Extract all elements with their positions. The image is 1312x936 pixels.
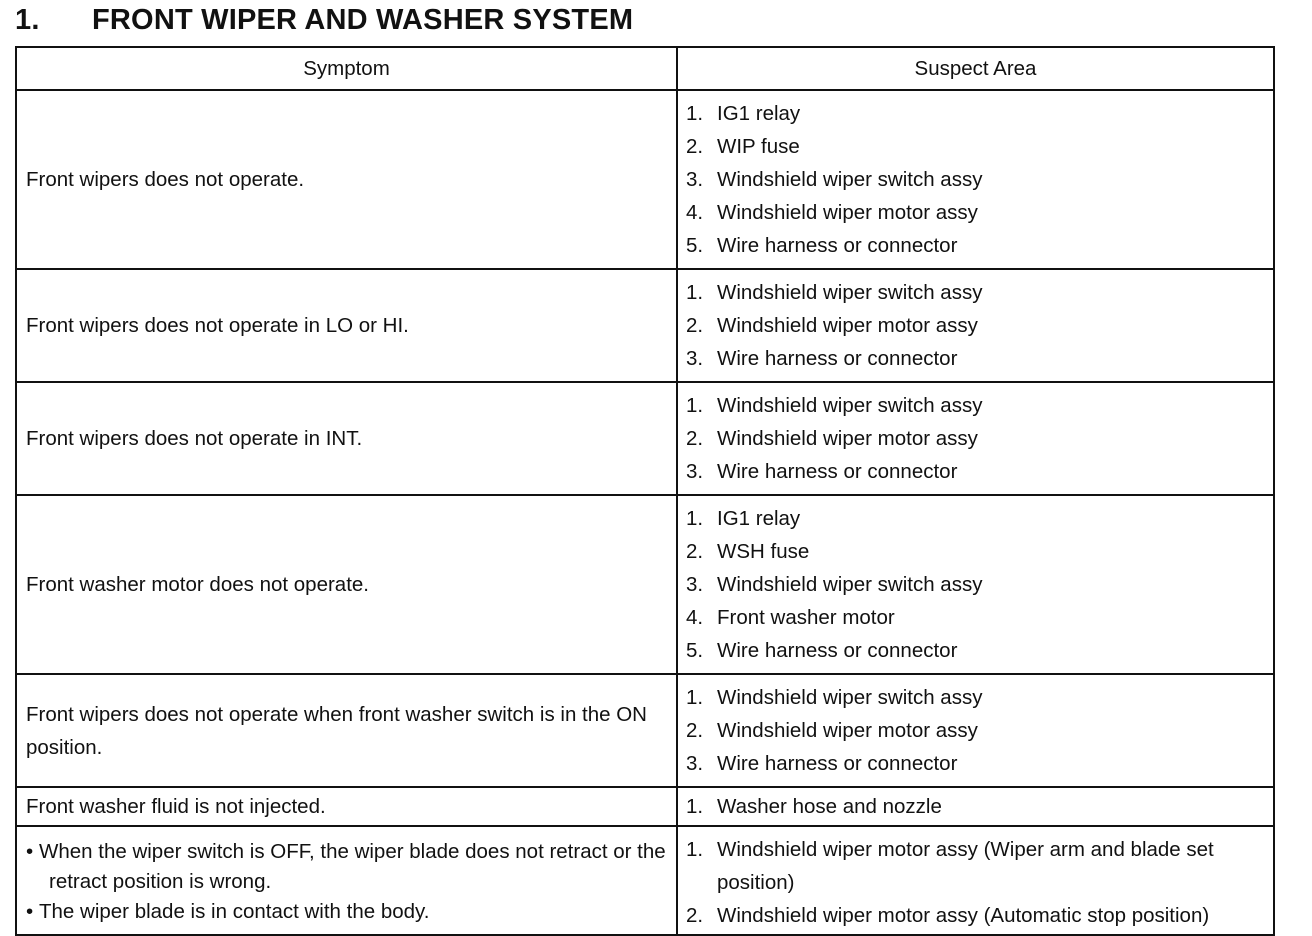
suspect-area-cell bbox=[677, 382, 1274, 495]
suspect-list bbox=[686, 276, 1265, 375]
suspect-item bbox=[686, 276, 1265, 309]
suspect-text: Windshield wiper switch assy bbox=[717, 573, 983, 596]
suspect-number: 5. bbox=[686, 234, 704, 257]
suspect-text: Wire harness or connector bbox=[717, 460, 958, 483]
suspect-text: WIP fuse bbox=[717, 135, 800, 158]
suspect-text: Windshield wiper switch assy bbox=[717, 686, 983, 709]
suspect-number: 4. bbox=[686, 201, 704, 224]
section-number: 1. bbox=[15, 3, 40, 36]
suspect-text: IG1 relay bbox=[717, 102, 801, 125]
suspect-area-cell bbox=[677, 826, 1274, 935]
troubleshooting-table bbox=[15, 46, 1275, 936]
symptom-bullet-item bbox=[26, 897, 668, 927]
symptom-cell bbox=[16, 826, 677, 935]
suspect-item bbox=[686, 130, 1265, 163]
suspect-number: 1. bbox=[686, 795, 704, 818]
suspect-number: 2. bbox=[686, 540, 704, 563]
suspect-number: 1. bbox=[686, 686, 704, 709]
suspect-number: 1. bbox=[686, 838, 704, 861]
symptom-bullet-text: The wiper blade is in contact with the body. bbox=[39, 899, 430, 923]
suspect-text: Washer hose and nozzle bbox=[717, 795, 942, 818]
suspect-list bbox=[686, 502, 1265, 667]
suspect-text: Windshield wiper motor assy bbox=[717, 201, 978, 224]
suspect-item bbox=[686, 97, 1265, 130]
suspect-number: 1. bbox=[686, 281, 704, 304]
suspect-item bbox=[686, 601, 1265, 634]
suspect-area-cell bbox=[677, 787, 1274, 826]
table-row bbox=[16, 90, 1274, 269]
symptom-cell: Front wipers does not operate in INT. bbox=[16, 382, 677, 495]
symptom-bullet-text: When the wiper switch is OFF, the wiper blade does not retract or the retract position is wrong. bbox=[39, 839, 666, 893]
suspect-text: Wire harness or connector bbox=[717, 234, 958, 257]
suspect-number: 1. bbox=[686, 507, 704, 530]
table-row bbox=[16, 495, 1274, 674]
suspect-number: 3. bbox=[686, 460, 704, 483]
suspect-number: 3. bbox=[686, 168, 704, 191]
suspect-item bbox=[686, 196, 1265, 229]
suspect-list bbox=[686, 389, 1265, 488]
suspect-text: Windshield wiper motor assy bbox=[717, 427, 978, 450]
suspect-text: Wire harness or connector bbox=[717, 639, 958, 662]
suspect-text: Wire harness or connector bbox=[717, 347, 958, 370]
suspect-number: 1. bbox=[686, 394, 704, 417]
suspect-text: Wire harness or connector bbox=[717, 752, 958, 775]
suspect-number: 5. bbox=[686, 639, 704, 662]
suspect-item bbox=[686, 422, 1265, 455]
table-row bbox=[16, 674, 1274, 787]
suspect-number: 3. bbox=[686, 752, 704, 775]
suspect-text: Windshield wiper motor assy bbox=[717, 719, 978, 742]
suspect-number: 2. bbox=[686, 135, 704, 158]
suspect-item bbox=[686, 714, 1265, 747]
suspect-item bbox=[686, 790, 1265, 823]
bullet-glyph: • bbox=[26, 899, 34, 923]
symptom-cell: Front washer motor does not operate. bbox=[16, 495, 677, 674]
suspect-number: 2. bbox=[686, 427, 704, 450]
suspect-text: Front washer motor bbox=[717, 606, 895, 629]
suspect-area-cell bbox=[677, 495, 1274, 674]
symptom-bullet-item bbox=[26, 837, 668, 897]
section-title: FRONT WIPER AND WASHER SYSTEM bbox=[92, 3, 634, 36]
suspect-item bbox=[686, 535, 1265, 568]
symptom-cell: Front wipers does not operate when front washer switch is in the ON position. bbox=[16, 674, 677, 787]
header-symptom: Symptom bbox=[16, 47, 677, 90]
suspect-item bbox=[686, 309, 1265, 342]
suspect-list bbox=[686, 97, 1265, 262]
suspect-list bbox=[686, 790, 1265, 823]
suspect-area-cell bbox=[677, 90, 1274, 269]
table-row bbox=[16, 826, 1274, 935]
suspect-number: 4. bbox=[686, 606, 704, 629]
symptom-bullet-list bbox=[26, 837, 668, 927]
suspect-item bbox=[686, 833, 1265, 899]
suspect-item bbox=[686, 634, 1265, 667]
suspect-text: Windshield wiper switch assy bbox=[717, 281, 983, 304]
suspect-area-cell bbox=[677, 674, 1274, 787]
suspect-item bbox=[686, 389, 1265, 422]
suspect-area-cell bbox=[677, 269, 1274, 382]
suspect-number: 2. bbox=[686, 314, 704, 337]
suspect-text: IG1 relay bbox=[717, 507, 801, 530]
suspect-list bbox=[686, 681, 1265, 780]
suspect-item bbox=[686, 163, 1265, 196]
suspect-text: Windshield wiper motor assy bbox=[717, 314, 978, 337]
suspect-item bbox=[686, 568, 1265, 601]
suspect-item bbox=[686, 899, 1265, 932]
suspect-item bbox=[686, 747, 1265, 780]
table-row bbox=[16, 269, 1274, 382]
table-header-row bbox=[16, 47, 1274, 90]
header-suspect-area: Suspect Area bbox=[677, 47, 1274, 90]
suspect-item bbox=[686, 502, 1265, 535]
suspect-number: 3. bbox=[686, 347, 704, 370]
suspect-number: 1. bbox=[686, 102, 704, 125]
suspect-text: WSH fuse bbox=[717, 540, 810, 563]
suspect-text: Windshield wiper switch assy bbox=[717, 394, 983, 417]
suspect-item bbox=[686, 229, 1265, 262]
bullet-glyph: • bbox=[26, 839, 34, 863]
suspect-list bbox=[686, 833, 1265, 932]
symptom-cell: Front wipers does not operate in LO or HI. bbox=[16, 269, 677, 382]
table-row bbox=[16, 787, 1274, 826]
suspect-item bbox=[686, 681, 1265, 714]
suspect-number: 2. bbox=[686, 904, 704, 927]
suspect-number: 2. bbox=[686, 719, 704, 742]
symptom-cell: Front wipers does not operate. bbox=[16, 90, 677, 269]
section-heading bbox=[15, 0, 633, 40]
suspect-item bbox=[686, 455, 1265, 488]
suspect-text: Windshield wiper switch assy bbox=[717, 168, 983, 191]
suspect-item bbox=[686, 342, 1265, 375]
suspect-number: 3. bbox=[686, 573, 704, 596]
suspect-text: Windshield wiper motor assy (Automatic stop position) bbox=[717, 904, 1210, 927]
symptom-cell: Front washer fluid is not injected. bbox=[16, 787, 677, 826]
suspect-text: Windshield wiper motor assy (Wiper arm and blade set position) bbox=[717, 838, 1214, 894]
table-row bbox=[16, 382, 1274, 495]
